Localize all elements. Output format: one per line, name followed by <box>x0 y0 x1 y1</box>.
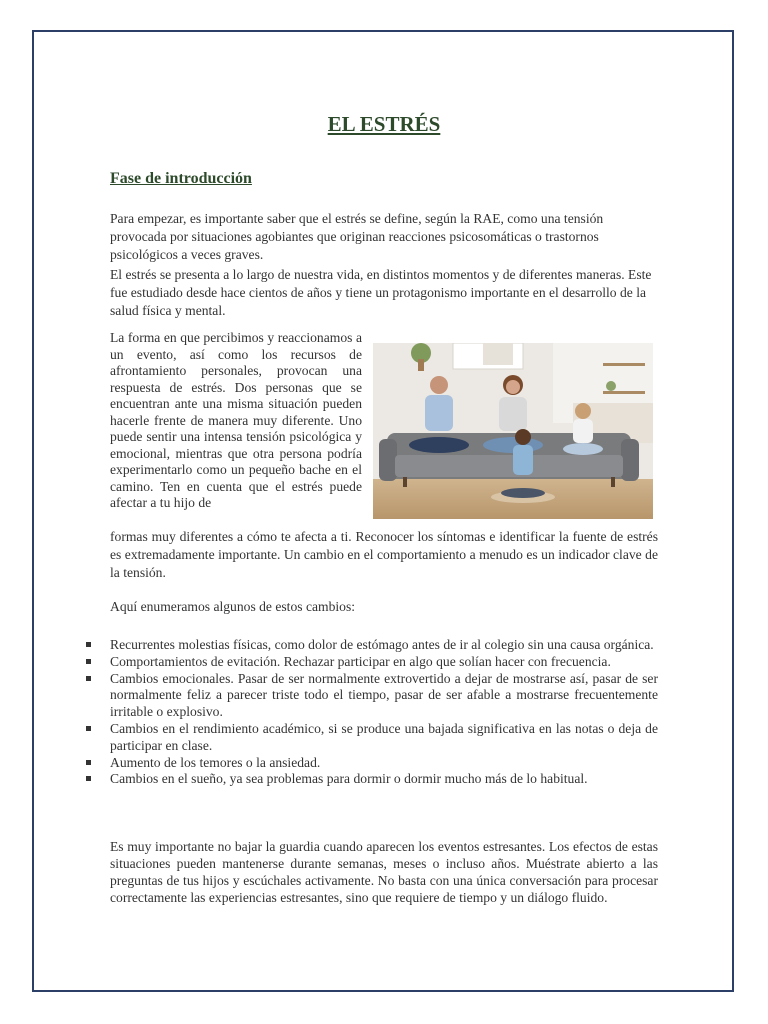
family-photo <box>373 343 653 519</box>
bullet-icon <box>86 642 91 647</box>
wrapped-paragraph-part-2: formas muy diferentes a cómo te afecta a ti. Reconocer los síntomas e identificar la fuente de estrés es extremadamente importante. Un cambio en el comportamiento a menudo es un indicador clave de la tensión. <box>110 529 658 580</box>
list-item: Cambios en el rendimiento académico, si se produce una bajada significativa en las notas o deja de participar en clase. <box>110 721 658 755</box>
changes-list <box>110 637 658 788</box>
bullet-icon <box>86 659 91 664</box>
list-item: Cambios emocionales. Pasar de ser normalmente extrovertido a dejar de mostrarse así, pasar de ser normalmente feliz a parecer triste todo el tiempo, pasar de ser afable a mostrarse frecuentemente irritable o explosivo. <box>110 671 658 721</box>
list-intro: Aquí enumeramos algunos de estos cambios: <box>110 599 356 614</box>
wrapped-paragraph-part-1: La forma en que percibimos y reaccionamos a un evento, así como los recursos de afrontamiento personales, provocan una respuesta de estrés. Dos personas que se encuentran ante una misma situación pueden hacerle frente de manera muy diferente. Uno puede sentir una intensa tensión psicológica y emocional, mientras que otra persona podría experimentarlo como un pequeño bache en el camino. Ten en cuenta que el estrés puede afectar a tu hijo de <box>110 330 362 510</box>
bullet-icon <box>86 676 91 681</box>
intro-paragraph-2: El estrés se presenta a lo largo de nuestra vida, en distintos momentos y de diferentes maneras. Este fue estudiado desde hace cientos de años y tiene un protagonismo importante en el desarrollo de la salud física y mental. <box>110 267 652 319</box>
closing-paragraph: Es muy importante no bajar la guardia cuando aparecen los eventos estresantes. Los efectos de estas situaciones pueden mantenerse durante semanas, meses o incluso años. Muéstrate abierto a las preguntas de tus hijos y escúchales activamente. No basta con una única conversación para procesar correctamente las experiencias estresantes, sino que requiere de tiempo y un diálogo fluido. <box>110 839 658 905</box>
list-item: Aumento de los temores o la ansiedad. <box>110 755 658 772</box>
bullet-icon <box>86 726 91 731</box>
intro-paragraph-1: Para empezar, es importante saber que el estrés se define, según la RAE, como una tensión provocada por situaciones agobiantes que originan reacciones psicosomáticas o trastornos psicológicos a veces graves. <box>110 211 604 263</box>
list-item: Comportamientos de evitación. Rechazar participar en algo que solían hacer con frecuencia. <box>110 654 658 671</box>
list-item: Recurrentes molestias físicas, como dolor de estómago antes de ir al colegio sin una causa orgánica. <box>110 637 658 654</box>
section-heading: Fase de introducción <box>110 170 252 187</box>
bullet-icon <box>86 776 91 781</box>
document-title: EL ESTRÉS <box>327 112 441 136</box>
list-item: Cambios en el sueño, ya sea problemas para dormir o dormir mucho más de lo habitual. <box>110 771 658 788</box>
bullet-icon <box>86 760 91 765</box>
